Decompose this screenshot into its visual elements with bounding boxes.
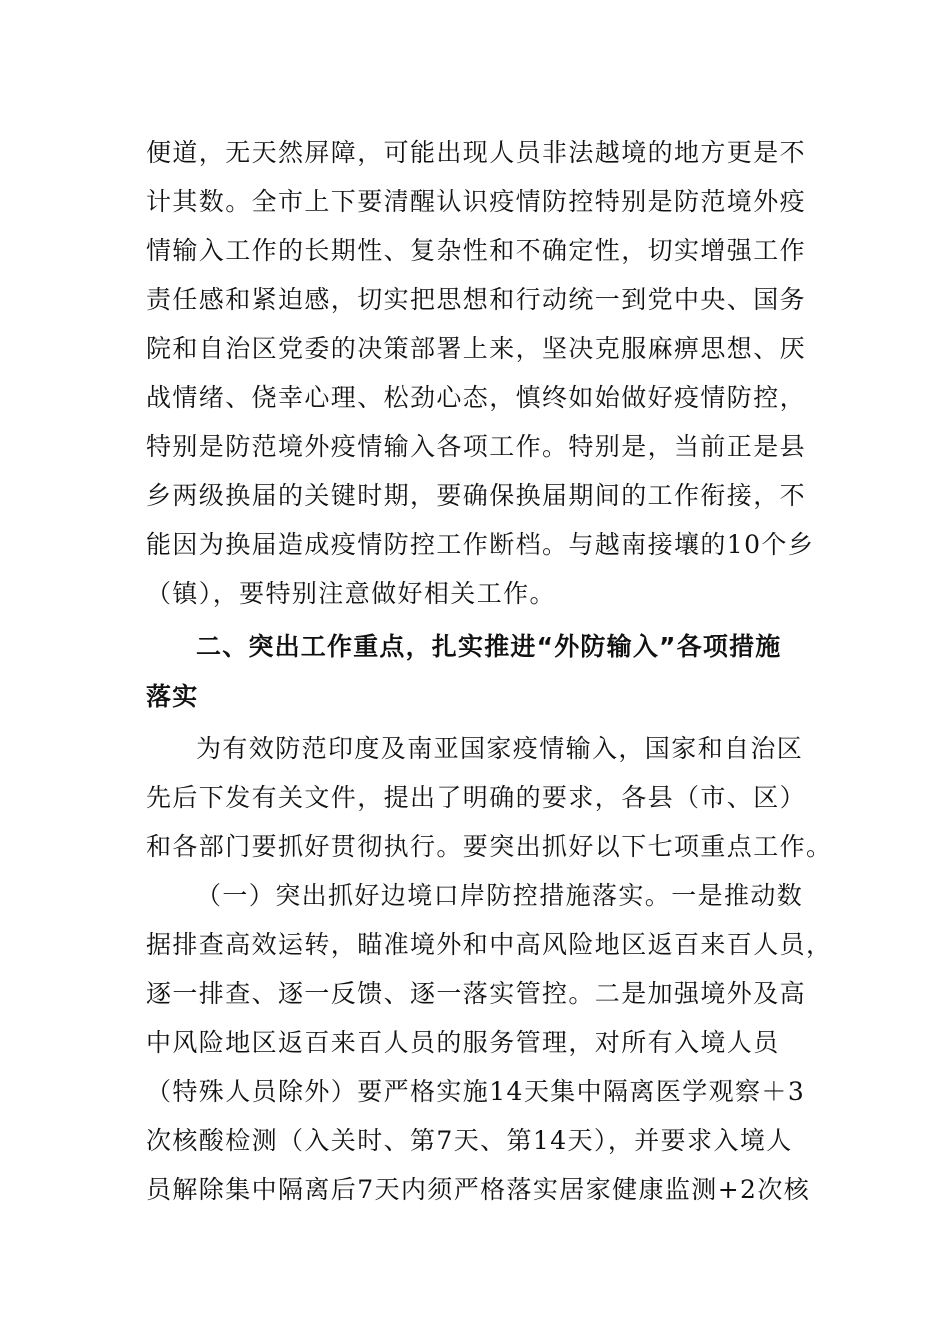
section-heading: 落实	[146, 682, 199, 711]
text-line: （特殊人员除外）要严格实施14天集中隔离医学观察＋3	[146, 1077, 806, 1106]
text-line: 逐一排查、逐一反馈、逐一落实管控。二是加强境外及高	[146, 979, 807, 1008]
text-line: （镇），要特别注意做好相关工作。	[146, 579, 556, 608]
text-line: 战情绪、侥幸心理、松劲心态，慎终如始做好疫情防控，	[146, 383, 807, 412]
text-line: 次核酸检测（入关时、第7天、第14天），并要求入境人	[146, 1126, 793, 1155]
text-line: （一）突出抓好边境口岸防控措施落实。一是推动数	[196, 881, 804, 910]
text-line: 乡两级换届的关键时期，要确保换届期间的工作衔接，不	[146, 481, 807, 510]
text-line: 和各部门要抓好贯彻执行。要突出抓好以下七项重点工作。	[146, 832, 833, 861]
section-heading: 二、突出工作重点，扎实推进“外防输入”各项措施	[196, 632, 782, 661]
text-line: 据排查高效运转，瞄准境外和中高风险地区返百来百人员，	[146, 930, 833, 959]
text-line: 能因为换届造成疫情防控工作断档。与越南接壤的10个乡	[146, 530, 815, 559]
text-line: 特别是防范境外疫情输入各项工作。特别是，当前正是县	[146, 432, 807, 461]
text-line: 便道，无天然屏障，可能出现人员非法越境的地方更是不	[146, 138, 807, 167]
text-line: 为有效防范印度及南亚国家疫情输入，国家和自治区	[196, 734, 804, 763]
text-line: 责任感和紧迫感，切实把思想和行动统一到党中央、国务	[146, 285, 807, 314]
text-line: 情输入工作的长期性、复杂性和不确定性，切实增强工作	[146, 236, 807, 265]
text-line: 计其数。全市上下要清醒认识疫情防控特别是防范境外疫	[146, 187, 807, 216]
text-line: 院和自治区党委的决策部署上来，坚决克服麻痹思想、厌	[146, 334, 807, 363]
text-line: 员解除集中隔离后7天内须严格落实居家健康监测+2次核	[146, 1175, 811, 1204]
text-line: 中风险地区返百来百人员的服务管理，对所有入境人员	[146, 1028, 780, 1057]
text-line: 先后下发有关文件，提出了明确的要求，各县（市、区）	[146, 783, 807, 812]
